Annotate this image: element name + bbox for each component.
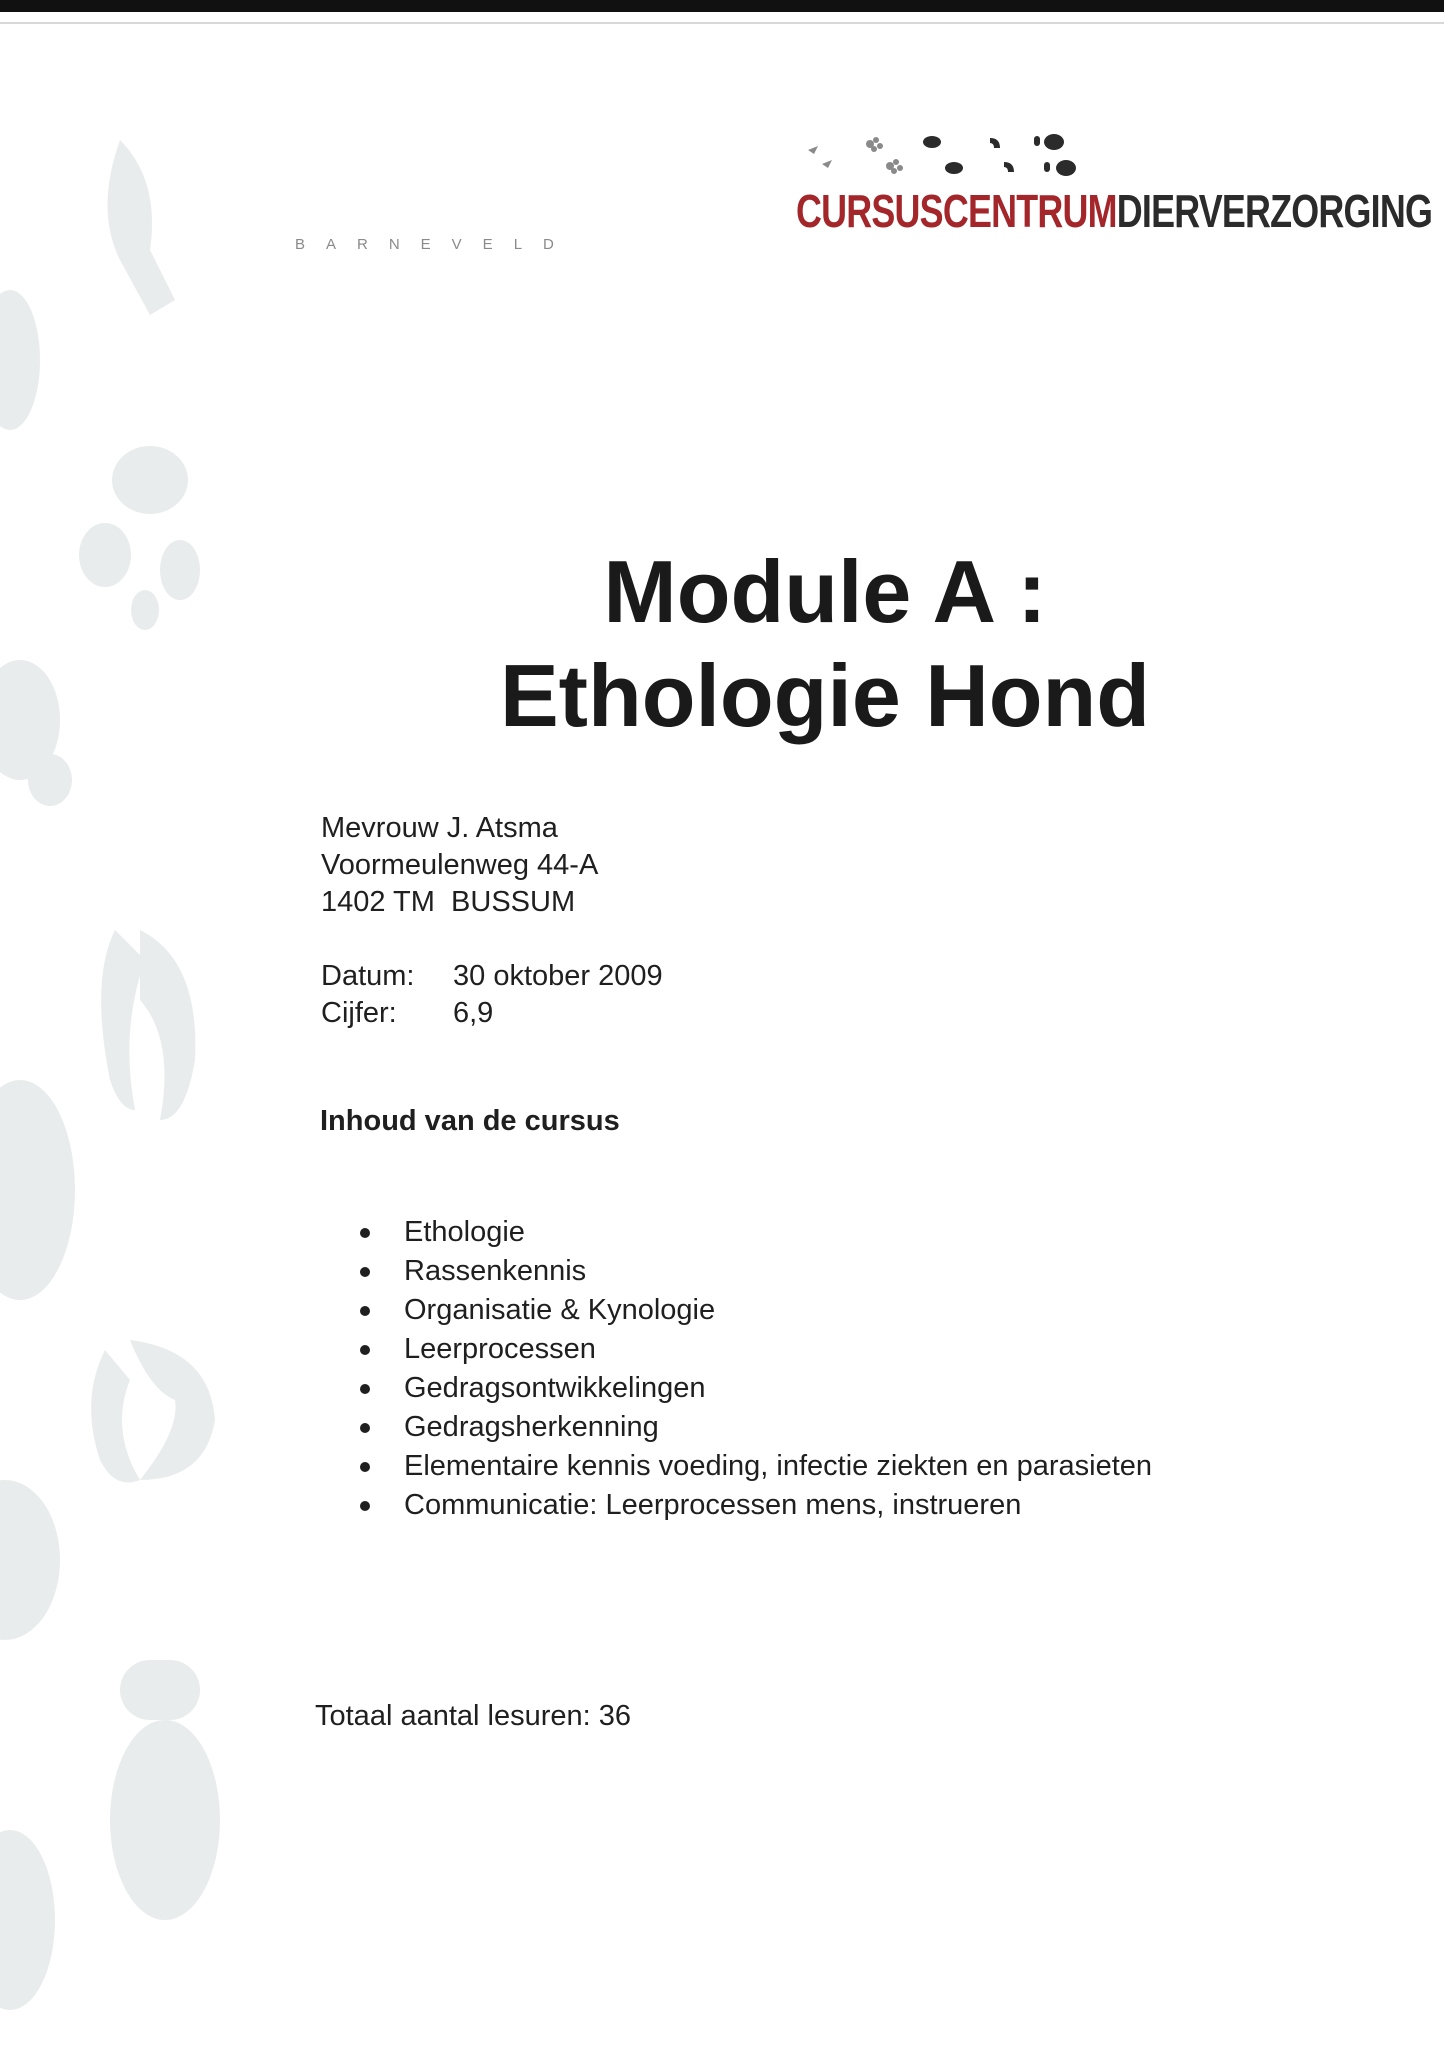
- bullet-icon: [360, 1345, 370, 1355]
- meta-block: [321, 958, 663, 1032]
- paw-watermark-icon: [0, 100, 240, 2048]
- logo-wordmark: [796, 184, 1432, 238]
- logo-subtitle: BARNEVELD: [295, 236, 575, 253]
- list-item: Gedragsontwikkelingen: [360, 1369, 1152, 1408]
- list-item: Rassenkennis: [360, 1252, 1152, 1291]
- bullet-icon: [360, 1267, 370, 1277]
- list-item: Gedragsherkenning: [360, 1408, 1152, 1447]
- course-contents-list: [360, 1213, 1152, 1525]
- scan-line: [0, 22, 1444, 24]
- list-item: Organisatie & Kynologie: [360, 1291, 1152, 1330]
- logo-name-red: CURSUSCENTRUM: [796, 185, 1117, 237]
- address-name: Mevrouw J. Atsma: [321, 812, 558, 844]
- date-label: Datum:: [321, 960, 415, 992]
- company-logo: [790, 132, 1433, 262]
- list-item: Ethologie: [360, 1213, 1152, 1252]
- bullet-icon: [360, 1306, 370, 1316]
- bullet-icon: [360, 1462, 370, 1472]
- bullet-icon: [360, 1423, 370, 1433]
- address-city: 1402 TM BUSSUM: [321, 886, 576, 918]
- animal-tracks-icon: [790, 132, 1090, 182]
- bullet-icon: [360, 1384, 370, 1394]
- address-street: Voormeulenweg 44-A: [321, 849, 599, 881]
- logo-name-dark: DIERVERZORGING: [1116, 185, 1433, 237]
- grade-label: Cijfer:: [321, 997, 397, 1029]
- grade-row: [321, 995, 663, 1032]
- contents-heading: Inhoud van de cursus: [320, 1105, 620, 1137]
- list-item: Leerprocessen: [360, 1330, 1152, 1369]
- list-item: Communicatie: Leerprocessen mens, instrueren: [360, 1486, 1152, 1525]
- date-row: [321, 958, 663, 995]
- grade-value: 6,9: [453, 997, 494, 1029]
- bullet-icon: [360, 1501, 370, 1511]
- document-title: [400, 540, 1250, 748]
- total-hours: Totaal aantal lesuren: 36: [315, 1700, 631, 1732]
- date-value: 30 oktober 2009: [453, 960, 663, 992]
- scan-edge-top: [0, 0, 1444, 12]
- bullet-icon: [360, 1228, 370, 1238]
- title-line-2: Ethologie Hond: [499, 646, 1151, 745]
- address-block: [321, 810, 598, 921]
- title-line-1: Module A :: [603, 542, 1047, 641]
- list-item: Elementaire kennis voeding, infectie ziekten en parasieten: [360, 1447, 1152, 1486]
